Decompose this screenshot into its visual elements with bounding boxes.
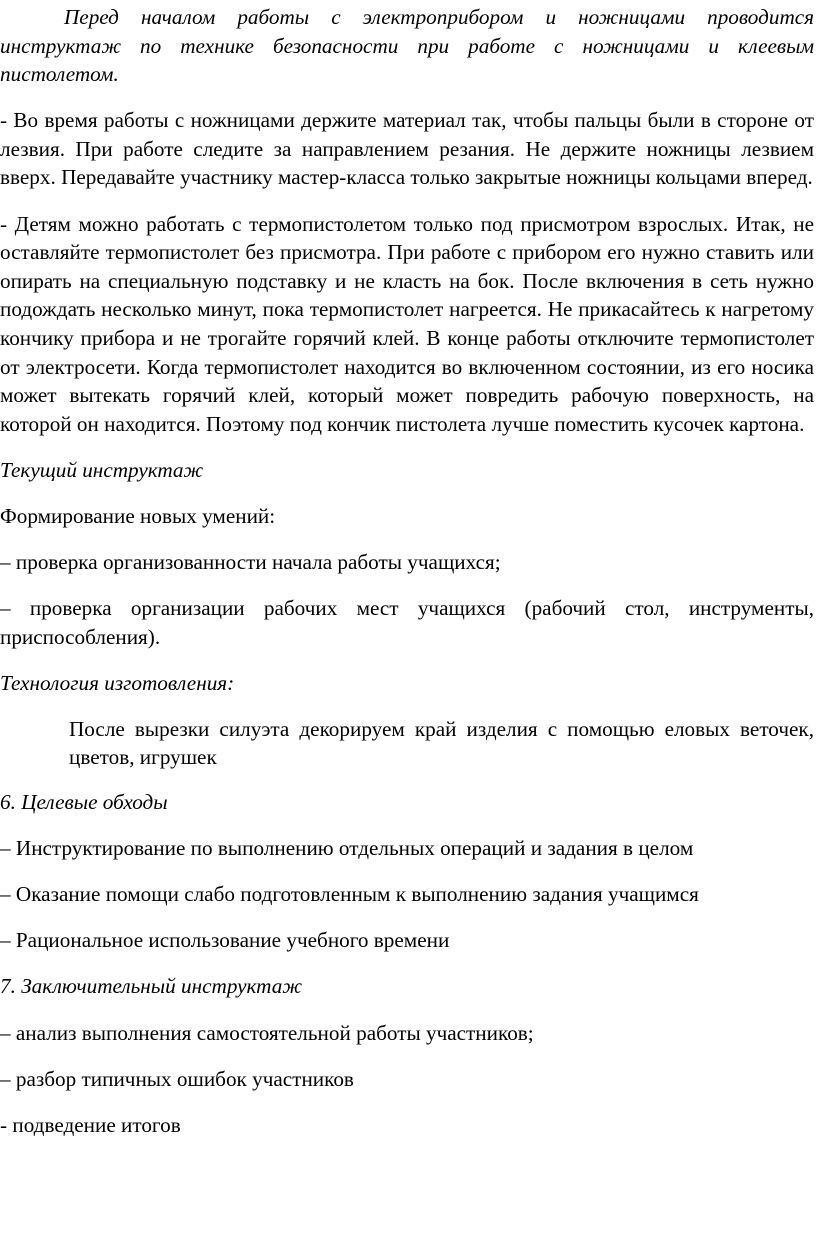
- new-skills-label: Формирование новых умений:: [0, 503, 276, 528]
- current-instruction-heading: Текущий инструктаж: [0, 457, 204, 482]
- technology-heading: Технология изготовления:: [0, 670, 235, 695]
- check-item-workplaces: – проверка организации рабочих мест учащихся (рабочий стол, инструменты, приспособления).: [0, 596, 814, 649]
- section-6-heading: 6. Целевые обходы: [0, 790, 168, 815]
- glue-gun-rules-paragraph: - Детям можно работать с термопистолетом только под присмотром взрослых. Итак, не оставляйте термопистолет без присмотра. При работе с прибором его нужно ставить или опирать на специальную подставку и не класть на бок. После включения в сеть нужно подождать несколько минут, пока термопистолет нагреется. Не прикасайтесь к нагретому кончику прибора и не трогайте горячий клей. В конце работы отключите термопистолет от электросети. Когда термопистолет находится во включенном состоянии, из его носика может вытекать горячий клей, который может повредить рабочую поверхность, на которой он находится. Поэтому под кончик пистолета лучше поместить кусочек картона.: [0, 211, 814, 436]
- check-item-organization: – проверка организованности начала работы учащихся;: [0, 550, 501, 574]
- section-7-item-errors: – разбор типичных ошибок участников: [0, 1066, 354, 1091]
- scissors-rules-paragraph: - Во время работы с ножницами держите материал так, чтобы пальцы были в стороне от лезвия. При работе следите за направлением резания. Не держите ножницы лезвием вверх. Передавайте участнику мастер-класса только закрытые ножницы кольцами вперед.: [0, 108, 814, 190]
- section-7-item-analysis: – анализ выполнения самостоятельной работы участников;: [0, 1020, 534, 1045]
- section-6-item-instruction: – Инструктирование по выполнению отдельных операций и задания в целом: [0, 836, 694, 861]
- section-6-item-assistance: – Оказание помощи слабо подготовленным к выполнению задания учащимся: [0, 882, 699, 907]
- intro-paragraph: Перед началом работы с электроприбором и ножницами проводится инструктаж по технике безопасности при работе с ножницами и клеевым пистолетом.: [0, 5, 814, 87]
- technology-paragraph: После вырезки силуэта декорируем край изделия с помощью еловых веточек, цветов, игрушек: [69, 716, 814, 770]
- section-7-item-summary: - подведение итогов: [0, 1112, 181, 1137]
- section-7-heading: 7. Заключительный инструктаж: [0, 974, 303, 999]
- section-6-item-time: – Рациональное использование учебного времени: [0, 928, 450, 953]
